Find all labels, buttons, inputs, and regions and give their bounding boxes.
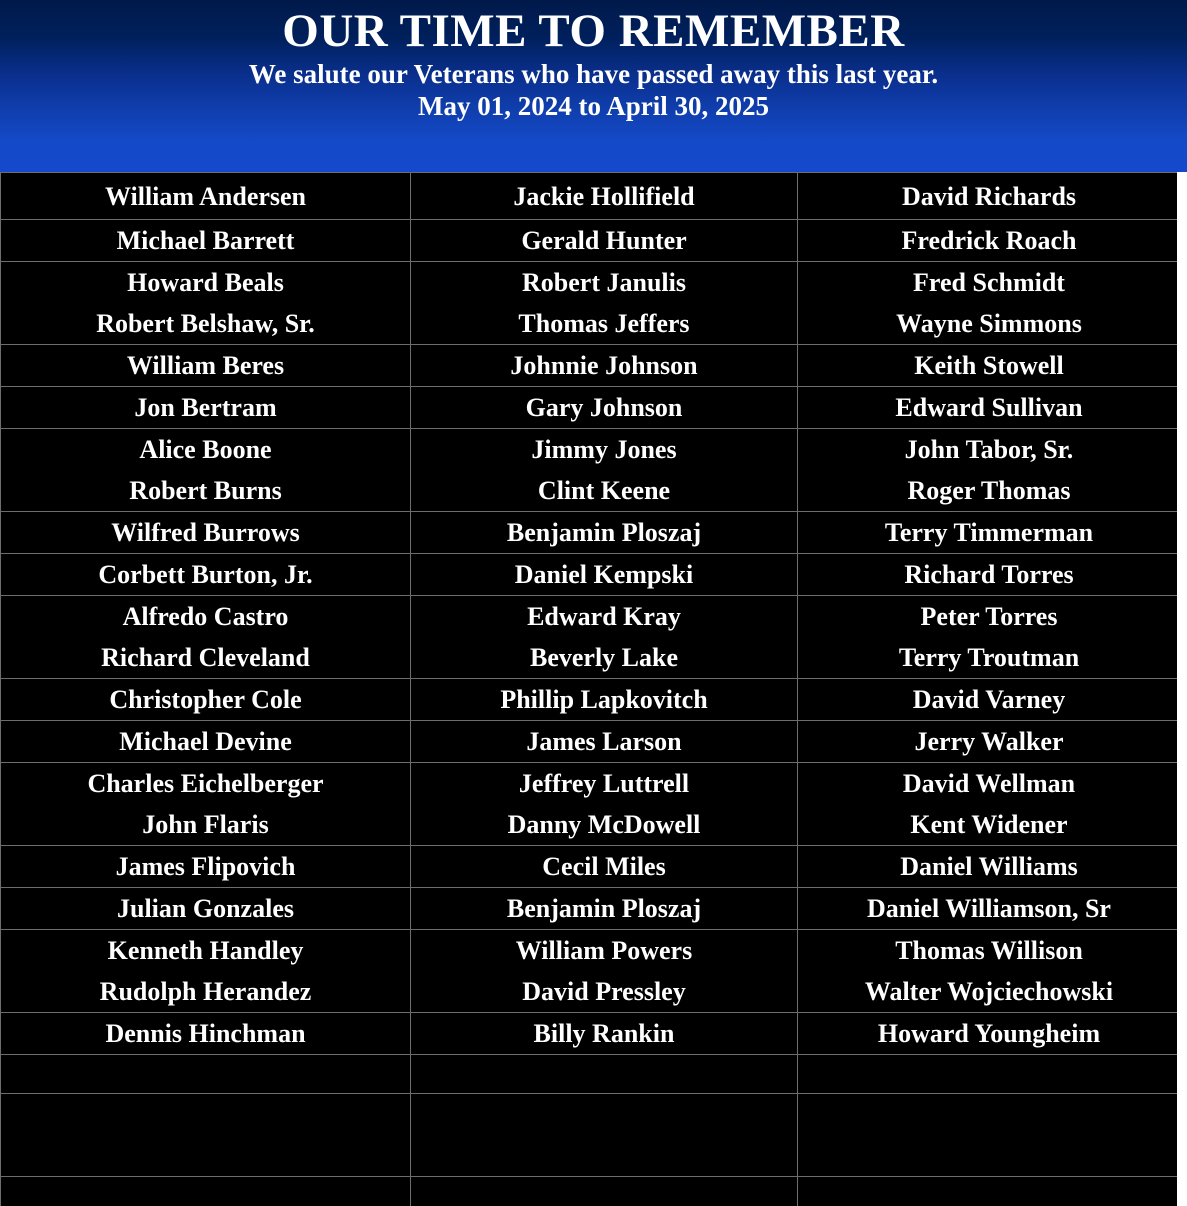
veteran-name: Jackie Hollifield bbox=[513, 182, 695, 211]
name-cell bbox=[411, 888, 798, 930]
veteran-name: Cecil Miles bbox=[542, 852, 666, 881]
veteran-name: Johnnie Johnson bbox=[510, 351, 698, 380]
table-row bbox=[1, 512, 1178, 554]
banner-title: OUR TIME TO REMEMBER bbox=[282, 5, 905, 57]
name-cell bbox=[411, 262, 798, 345]
table-row bbox=[1, 387, 1178, 429]
table-row bbox=[1, 1094, 1178, 1177]
banner-subtitle-line-2: May 01, 2024 to April 30, 2025 bbox=[418, 91, 769, 121]
veteran-names-table bbox=[0, 172, 1177, 1206]
name-cell bbox=[411, 429, 798, 512]
name-cell bbox=[1, 1177, 411, 1206]
veteran-name: Corbett Burton, Jr. bbox=[98, 560, 313, 589]
veteran-name: Walter Wojciechowski bbox=[864, 977, 1114, 1006]
name-cell bbox=[1, 1013, 411, 1055]
name-cell bbox=[411, 387, 798, 429]
name-cell bbox=[411, 930, 798, 1013]
veteran-name: Jimmy Jones bbox=[531, 435, 677, 464]
veteran-name: Edward Kray bbox=[527, 602, 681, 631]
veteran-name: Terry Timmerman bbox=[884, 518, 1094, 547]
name-cell bbox=[1, 173, 411, 220]
veteran-name: Benjamin Ploszaj bbox=[506, 894, 702, 923]
name-cell bbox=[411, 173, 798, 220]
table-row bbox=[1, 1177, 1178, 1206]
name-cell bbox=[798, 387, 1178, 429]
veteran-name: Daniel Williamson, Sr bbox=[867, 894, 1111, 923]
name-cell bbox=[798, 173, 1178, 220]
veteran-name: Rudolph Herandez bbox=[99, 977, 312, 1006]
veteran-name: Kenneth Handley bbox=[107, 936, 304, 965]
veteran-name: James Flipovich bbox=[115, 852, 296, 881]
veteran-name: Dennis Hinchman bbox=[105, 1019, 306, 1048]
table-row bbox=[1, 1055, 1178, 1094]
veteran-names-table-container bbox=[0, 172, 1177, 1206]
name-cell bbox=[1, 679, 411, 721]
table-row bbox=[1, 930, 1178, 1013]
name-cell bbox=[798, 888, 1178, 930]
veteran-name: Jon Bertram bbox=[134, 393, 277, 422]
name-cell bbox=[798, 1055, 1178, 1094]
table-row bbox=[1, 429, 1178, 512]
name-cell bbox=[798, 1094, 1178, 1177]
name-cell bbox=[411, 345, 798, 387]
name-cell bbox=[1, 554, 411, 596]
name-cell bbox=[798, 262, 1178, 345]
table-row bbox=[1, 173, 1178, 220]
veteran-name: Thomas Jeffers bbox=[518, 309, 690, 338]
veteran-name: Peter Torres bbox=[920, 602, 1058, 631]
veteran-name: Wayne Simmons bbox=[896, 309, 1082, 338]
name-cell bbox=[798, 554, 1178, 596]
name-cell bbox=[1, 512, 411, 554]
table-row bbox=[1, 679, 1178, 721]
veteran-name: Christopher Cole bbox=[109, 685, 302, 714]
name-cell bbox=[1, 220, 411, 262]
veteran-name: John Flaris bbox=[142, 810, 269, 839]
name-cell bbox=[1, 721, 411, 763]
veteran-name: Beverly Lake bbox=[529, 643, 679, 672]
veteran-name: Fredrick Roach bbox=[901, 226, 1077, 255]
veteran-name: Alfredo Castro bbox=[122, 602, 289, 631]
name-cell bbox=[1, 930, 411, 1013]
name-cell bbox=[1, 387, 411, 429]
table-row bbox=[1, 262, 1178, 345]
name-cell bbox=[798, 930, 1178, 1013]
table-row bbox=[1, 888, 1178, 930]
name-cell bbox=[411, 1013, 798, 1055]
veteran-name: Richard Torres bbox=[904, 560, 1074, 589]
name-cell bbox=[411, 721, 798, 763]
banner-subtitle-line-1: We salute our Veterans who have passed away this last year. bbox=[248, 59, 939, 89]
veteran-name: William Beres bbox=[126, 351, 285, 380]
veteran-name: John Tabor, Sr. bbox=[904, 435, 1074, 464]
veteran-name: Thomas Willison bbox=[895, 936, 1083, 965]
veteran-name: David Varney bbox=[912, 685, 1066, 714]
table-row bbox=[1, 1013, 1178, 1055]
veteran-name: David Wellman bbox=[902, 769, 1076, 798]
name-cell bbox=[1, 1055, 411, 1094]
veteran-name: Michael Devine bbox=[119, 727, 292, 756]
table-row bbox=[1, 554, 1178, 596]
veteran-name: Phillip Lapkovitch bbox=[500, 685, 708, 714]
name-cell bbox=[798, 763, 1178, 846]
name-cell bbox=[1, 262, 411, 345]
veteran-name: Michael Barrett bbox=[116, 226, 295, 255]
veteran-name: Fred Schmidt bbox=[913, 268, 1065, 297]
name-cell bbox=[798, 846, 1178, 888]
name-cell bbox=[798, 679, 1178, 721]
veteran-name: James Larson bbox=[526, 727, 682, 756]
name-cell bbox=[798, 596, 1178, 679]
name-cell bbox=[411, 1094, 798, 1177]
veteran-name: Keith Stowell bbox=[914, 351, 1064, 380]
name-cell bbox=[798, 1177, 1178, 1206]
veteran-name: Howard Beals bbox=[127, 268, 284, 297]
veteran-name: Clint Keene bbox=[537, 476, 671, 505]
memorial-banner bbox=[0, 0, 1187, 172]
name-cell bbox=[1, 429, 411, 512]
table-row bbox=[1, 220, 1178, 262]
veteran-name: Charles Eichelberger bbox=[87, 769, 324, 798]
name-cell bbox=[411, 679, 798, 721]
veteran-name: Daniel Kempski bbox=[514, 560, 694, 589]
table-row bbox=[1, 721, 1178, 763]
name-cell bbox=[1, 345, 411, 387]
name-cell bbox=[411, 1055, 798, 1094]
veteran-name: David Richards bbox=[901, 182, 1077, 211]
veteran-name: William Andersen bbox=[104, 182, 307, 211]
veteran-name: Kent Widener bbox=[910, 810, 1068, 839]
name-cell bbox=[1, 596, 411, 679]
name-cell bbox=[411, 596, 798, 679]
veteran-name: Robert Belshaw, Sr. bbox=[96, 309, 315, 338]
name-cell bbox=[798, 721, 1178, 763]
name-cell bbox=[798, 345, 1178, 387]
veteran-name: David Pressley bbox=[522, 977, 686, 1006]
veteran-name: Gary Johnson bbox=[525, 393, 683, 422]
veteran-name: Jeffrey Luttrell bbox=[518, 769, 690, 798]
veteran-name: Terry Troutman bbox=[898, 643, 1080, 672]
name-cell bbox=[411, 763, 798, 846]
table-row bbox=[1, 846, 1178, 888]
name-cell bbox=[411, 846, 798, 888]
veteran-name: Roger Thomas bbox=[907, 476, 1071, 505]
name-cell bbox=[1, 846, 411, 888]
veteran-name: Edward Sullivan bbox=[895, 393, 1083, 422]
veteran-name: Julian Gonzales bbox=[117, 894, 294, 923]
name-cell bbox=[798, 220, 1178, 262]
veteran-name: Billy Rankin bbox=[533, 1019, 675, 1048]
name-cell bbox=[798, 512, 1178, 554]
table-row bbox=[1, 596, 1178, 679]
veteran-name: Robert Burns bbox=[129, 476, 282, 505]
name-cell bbox=[1, 888, 411, 930]
name-cell bbox=[411, 1177, 798, 1206]
table-row bbox=[1, 345, 1178, 387]
veteran-name: Daniel Williams bbox=[900, 852, 1078, 881]
veteran-name: Danny McDowell bbox=[507, 810, 701, 839]
name-cell bbox=[411, 554, 798, 596]
name-cell bbox=[798, 429, 1178, 512]
name-cell bbox=[1, 1094, 411, 1177]
veteran-name: Richard Cleveland bbox=[101, 643, 310, 672]
veteran-name: Wilfred Burrows bbox=[111, 518, 300, 547]
veteran-name: Benjamin Ploszaj bbox=[506, 518, 702, 547]
name-cell bbox=[1, 763, 411, 846]
veteran-names-table-body bbox=[1, 173, 1178, 1206]
veteran-name: Alice Boone bbox=[139, 435, 272, 464]
veteran-name: Robert Janulis bbox=[522, 268, 686, 297]
veteran-name: William Powers bbox=[515, 936, 693, 965]
veteran-name: Gerald Hunter bbox=[521, 226, 687, 255]
name-cell bbox=[411, 220, 798, 262]
table-row bbox=[1, 763, 1178, 846]
name-cell bbox=[798, 1013, 1178, 1055]
veteran-name: Howard Youngheim bbox=[877, 1019, 1101, 1048]
name-cell bbox=[411, 512, 798, 554]
veteran-name: Jerry Walker bbox=[914, 727, 1064, 756]
